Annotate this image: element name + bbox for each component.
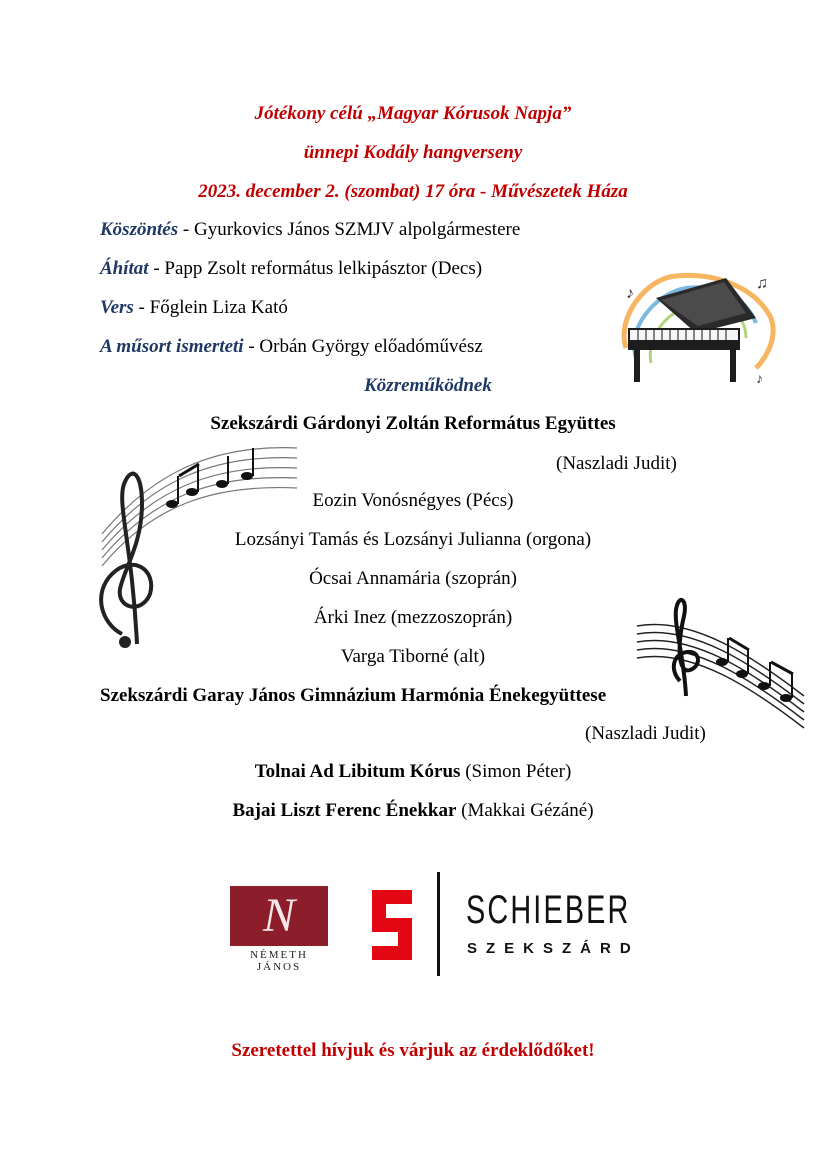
schieber-s-mark-icon — [372, 890, 412, 960]
program-devotion-label: Áhítat — [100, 258, 149, 279]
performers-heading — [0, 374, 826, 398]
program-devotion — [100, 257, 482, 281]
svg-text:♪: ♪ — [756, 372, 763, 387]
performer-bajai-name: Bajai Liszt Ferenc Énekkar — [232, 800, 457, 821]
program-poem-text: - Főglein Liza Kató — [133, 297, 288, 318]
svg-text:♪: ♪ — [626, 285, 634, 302]
program-greeting-text: - Gyurkovics János SZMJV alpolgármestere — [178, 219, 521, 240]
performer-garay-conductor: (Naszladi Judit) — [585, 723, 706, 744]
nemeth-monogram-icon: N — [262, 889, 295, 942]
performer-varga: Varga Tiborné (alt) — [340, 646, 486, 667]
schieber-name: SCHIEBER — [466, 888, 631, 932]
nemeth-logo-text-2: JÁNOS — [256, 961, 302, 973]
svg-text:♫: ♫ — [756, 275, 768, 292]
performer-gardonyi — [0, 412, 826, 436]
program-poem — [100, 296, 288, 320]
performer-bajai — [0, 799, 826, 823]
music-notes-illustration — [632, 586, 808, 736]
event-date-venue: 2023. december 2. (szombat) 17 óra - Művészetek Háza — [198, 181, 628, 202]
nemeth-logo-text-1: NÉMETH — [250, 949, 308, 961]
performer-arki: Árki Inez (mezzoszoprán) — [313, 607, 513, 628]
program-host — [100, 335, 483, 359]
invitation-footer: Szeretettel hívjuk és várjuk az érdeklődőket! — [231, 1040, 595, 1061]
performer-tolnai-conductor: (Simon Péter) — [460, 761, 572, 782]
nemeth-janos-logo — [230, 886, 328, 976]
performer-gardonyi-name: Szekszárdi Gárdonyi Zoltán Református Együttes — [210, 413, 616, 434]
event-title: Jótékony célú „Magyar Kórusok Napja” — [254, 103, 572, 124]
performer-tolnai-name: Tolnai Ad Libitum Kórus — [254, 761, 461, 782]
performer-gardonyi-conductor: (Naszladi Judit) — [556, 453, 677, 474]
program-host-text: - Orbán György előadóművész — [243, 336, 483, 357]
schieber-divider — [437, 872, 440, 976]
program-devotion-text: - Papp Zsolt református lelkipásztor (Decs) — [148, 258, 483, 279]
performer-ocsai: Ócsai Annamária (szoprán) — [309, 568, 517, 589]
program-host-label: A műsort ismerteti — [100, 336, 244, 357]
performer-garay-name: Szekszárdi Garay János Gimnázium Harmónia Énekegyüttese — [100, 685, 607, 706]
performers-heading-text: Közreműködnek — [364, 375, 492, 396]
performer-bajai-conductor: (Makkai Gézáné) — [456, 800, 594, 821]
performer-eozin: Eozin Vonósnégyes (Pécs) — [312, 490, 514, 511]
performer-garay — [100, 684, 606, 708]
performer-lozsanyi: Lozsányi Tamás és Lozsányi Julianna (orgona) — [234, 529, 592, 550]
event-subtitle: ünnepi Kodály hangverseny — [303, 142, 523, 163]
program-greeting-label: Köszöntés — [100, 219, 179, 240]
program-greeting — [100, 218, 520, 242]
schieber-city: SZEKSZÁRD — [467, 940, 640, 957]
program-poem-label: Vers — [100, 297, 134, 318]
nemeth-monogram-box — [230, 886, 328, 946]
performer-tolnai — [0, 760, 826, 784]
